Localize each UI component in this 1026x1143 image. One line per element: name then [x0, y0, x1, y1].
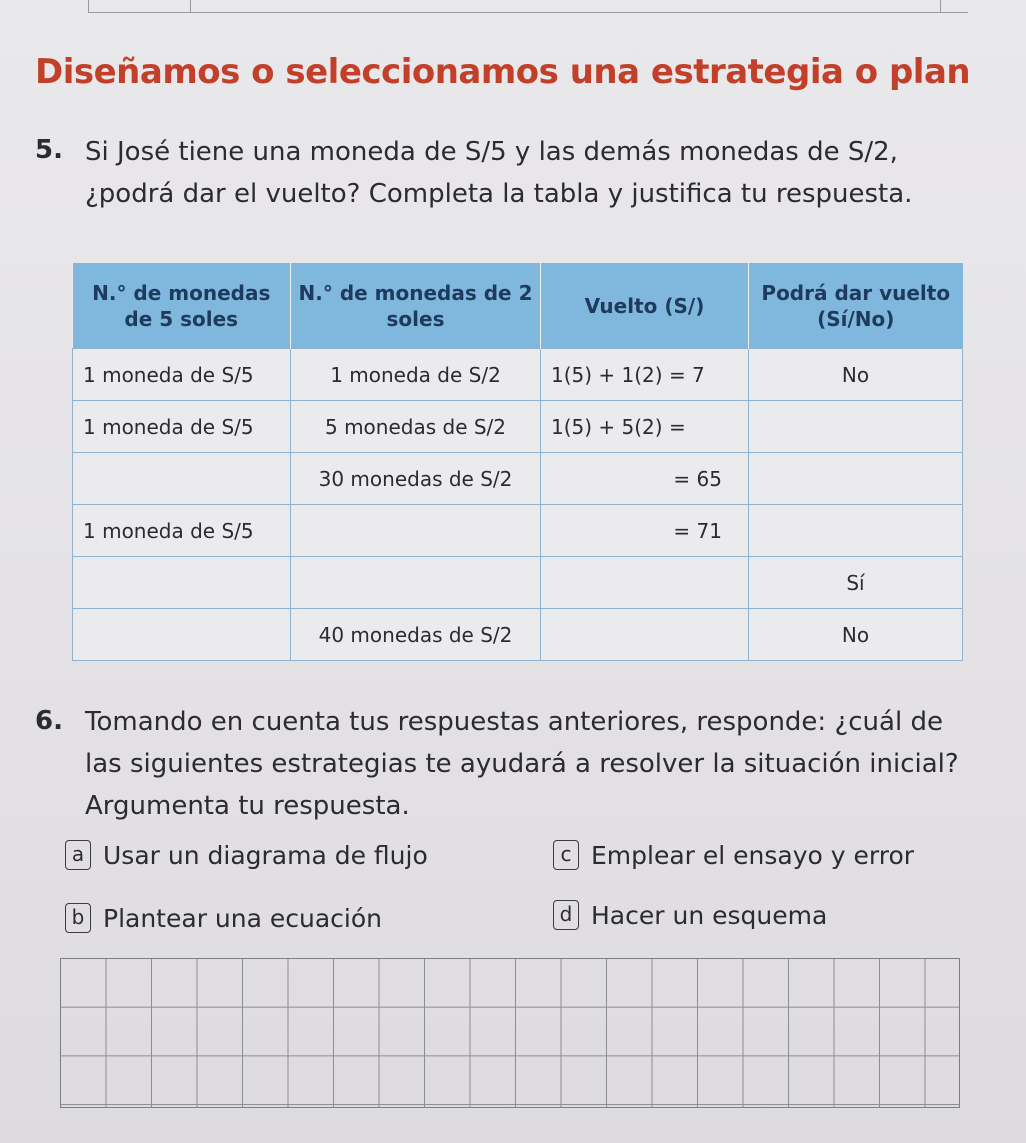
option-letter: a — [65, 840, 91, 870]
option-d[interactable] — [553, 900, 827, 930]
option-letter: b — [65, 903, 91, 933]
option-text: Emplear el ensayo y error — [591, 840, 915, 870]
cell-coins-2: 40 monedas de S/2 — [291, 609, 541, 661]
table-row — [73, 453, 963, 505]
cell-coins-2: 5 monedas de S/2 — [291, 401, 541, 453]
table-row — [73, 401, 963, 453]
cell-answer: No — [749, 349, 963, 401]
cell-answer: Sí — [749, 557, 963, 609]
option-c[interactable] — [553, 840, 914, 870]
cell-change: 1(5) + 1(2) = 7 — [541, 349, 749, 401]
table-row — [73, 505, 963, 557]
option-a[interactable] — [65, 840, 428, 870]
cell-change: = 71 — [541, 505, 749, 557]
top-rule-tick — [190, 0, 191, 12]
table-header-row — [73, 263, 963, 349]
option-text: Usar un diagrama de flujo — [103, 840, 428, 870]
cell-coins-5[interactable] — [73, 557, 291, 609]
cell-answer[interactable] — [749, 505, 963, 557]
question-5-text: Si José tiene una moneda de S/5 y las demás monedas de S/2, ¿podrá dar el vuelto? Completa la tabla y justifica tu respuesta. — [85, 137, 913, 209]
header-coins-5: N.° de monedas de 5 soles — [73, 263, 291, 349]
question-5-number: 5. — [35, 135, 63, 165]
top-rule — [88, 12, 968, 13]
header-change: Vuelto (S/) — [541, 263, 749, 349]
cell-coins-5[interactable] — [73, 609, 291, 661]
section-title: Diseñamos o seleccionamos una estrategia o plan — [35, 52, 971, 92]
question-6-text: Tomando en cuenta tus respuestas anteriores, responde: ¿cuál de las siguientes estrategias te ayudará a resolver la situación inicial? Argumenta tu respuesta. — [85, 707, 959, 821]
top-rule-tick — [88, 0, 89, 12]
top-rule-tick — [940, 0, 941, 12]
cell-coins-2[interactable] — [291, 557, 541, 609]
question-6-number: 6. — [35, 706, 63, 736]
cell-coins-2: 30 monedas de S/2 — [291, 453, 541, 505]
cell-answer: No — [749, 609, 963, 661]
cell-answer[interactable] — [749, 453, 963, 505]
coins-table — [72, 263, 963, 661]
answer-grid[interactable] — [60, 958, 960, 1108]
header-can-give-change: Podrá dar vuelto (Sí/No) — [749, 263, 963, 349]
option-letter: d — [553, 900, 579, 930]
cell-coins-5: 1 moneda de S/5 — [73, 401, 291, 453]
cell-answer[interactable] — [749, 401, 963, 453]
table-row — [73, 349, 963, 401]
option-text: Hacer un esquema — [591, 900, 828, 930]
option-letter: c — [553, 840, 579, 870]
cell-coins-5: 1 moneda de S/5 — [73, 505, 291, 557]
header-coins-2: N.° de monedas de 2 soles — [291, 263, 541, 349]
cell-change[interactable] — [541, 609, 749, 661]
cell-coins-5: 1 moneda de S/5 — [73, 349, 291, 401]
cell-coins-2[interactable] — [291, 505, 541, 557]
cell-change[interactable] — [541, 557, 749, 609]
option-b[interactable] — [65, 903, 382, 933]
table-row — [73, 557, 963, 609]
cell-coins-2: 1 moneda de S/2 — [291, 349, 541, 401]
cell-change: 1(5) + 5(2) = — [541, 401, 749, 453]
cell-coins-5[interactable] — [73, 453, 291, 505]
option-text: Plantear una ecuación — [103, 903, 382, 933]
cell-change: = 65 — [541, 453, 749, 505]
table-row — [73, 609, 963, 661]
